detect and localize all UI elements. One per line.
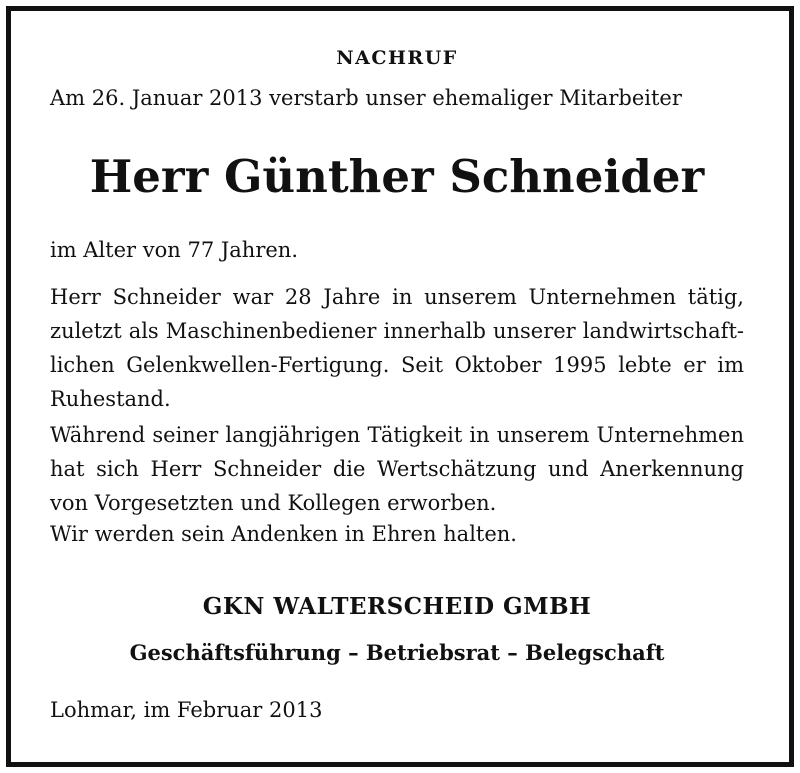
career-paragraph: Herr Schneider war 28 Jahre in unserem Unternehmen tätig, zuletzt als Maschinenbediener innerhalb unserer landwirtschaft-lichen Gelenkwellen-Fertigung. Seit Oktober 1995 lebte er im Ruhestand. (50, 285, 744, 411)
age-text: im Alter von 77 Jahren. (50, 238, 299, 262)
place-date: Lohmar, im Februar 2013 (50, 698, 323, 722)
closing-text: Wir werden sein Andenken in Ehren halten. (50, 522, 517, 546)
company-name: GKN WALTERSCHEID GMBH (202, 593, 592, 620)
intro-text: Am 26. Januar 2013 verstarb unser ehemaliger Mitarbeiter (50, 86, 682, 110)
appreciation-paragraph: Während seiner langjährigen Tätigkeit in unserem Unternehmen hat sich Herr Schneider die Wertschätzung und Anerkennung von Vorgesetzten und Kollegen erworben. (50, 423, 744, 515)
signers-line: Geschäftsführung – Betriebsrat – Belegschaft (129, 640, 665, 665)
deceased-name: Herr Günther Schneider (89, 150, 705, 203)
notice-heading: NACHRUF (336, 47, 458, 69)
